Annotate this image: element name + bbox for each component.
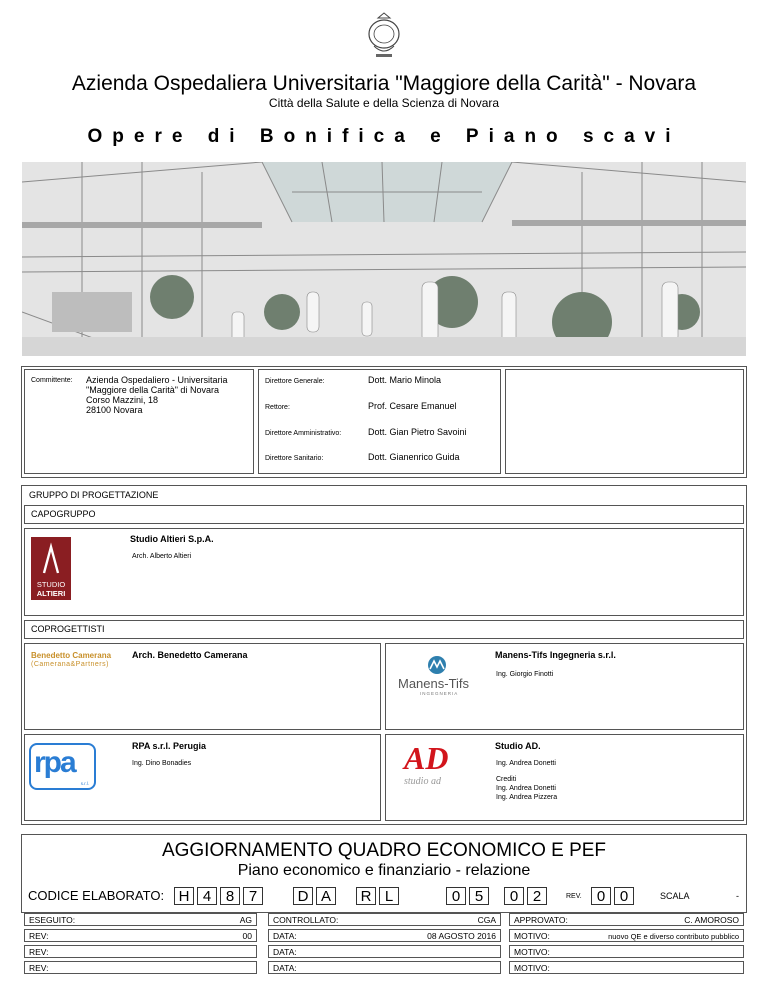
- atrium-illustration: [22, 162, 746, 356]
- coprogettista-person-3: Ing. Dino Bonadies: [132, 760, 192, 767]
- code-char-3: 8: [220, 887, 240, 905]
- coprogettista-person-2: Ing. Giorgio Finotti: [496, 671, 554, 678]
- rev-row-label: REV:: [29, 947, 49, 957]
- motivo-row-label: MOTIVO:: [514, 963, 550, 973]
- coprogettista-person-4b: Ing. Andrea Donetti: [496, 785, 556, 792]
- data-cell-2: [268, 945, 501, 958]
- rev-label: REV.: [566, 893, 582, 900]
- scala-value: -: [736, 891, 739, 901]
- group-label: GRUPPO DI PROGETTAZIONE: [29, 490, 159, 500]
- rpa-logo: [29, 743, 96, 790]
- project-title: Opere di Bonifica e Piano scavi: [87, 126, 681, 147]
- rpa-logo-subtext: s.r.l.: [80, 781, 89, 786]
- role-value-2: Prof. Cesare Emanuel: [368, 401, 457, 411]
- rev-cell-3: [24, 961, 257, 974]
- coprogettista-name-3: RPA s.r.l. Perugia: [132, 741, 207, 751]
- empty-cell: [505, 369, 744, 474]
- motivo-row-label: MOTIVO:: [514, 947, 550, 957]
- manens-logo-line-1: Manens-Tifs: [398, 676, 470, 691]
- rev-char-1: 0: [591, 887, 611, 905]
- code-char-5: D: [293, 887, 313, 905]
- motivo-row-value: nuovo QE e diverso contributo pubblico: [608, 932, 739, 941]
- code-char-7: R: [356, 887, 376, 905]
- scala-label: SCALA: [660, 891, 690, 901]
- role-value-4: Dott. Gianenrico Guida: [368, 452, 460, 462]
- document-subtitle: Piano economico e finanziario - relazione: [237, 862, 531, 879]
- role-value-3: Dott. Gian Pietro Savoini: [368, 427, 467, 437]
- coprogettista-name-1: Arch. Benedetto Camerana: [132, 650, 248, 660]
- controllato-cell: [268, 913, 501, 926]
- motivo-row-label: MOTIVO:: [514, 931, 550, 941]
- coprogettista-name-2: Manens-Tifs Ingegneria s.r.l.: [495, 650, 616, 660]
- rev-row-value: 00: [242, 931, 252, 941]
- code-char-4: 7: [243, 887, 263, 905]
- data-row-label: DATA:: [273, 947, 297, 957]
- data-row-value: 08 AGOSTO 2016: [427, 931, 496, 941]
- committente-label: Committente:: [31, 377, 73, 384]
- approvato-label: APPROVATO:: [514, 915, 568, 925]
- rev-char-2: 0: [614, 887, 634, 905]
- role-label-1: Direttore Generale:: [265, 378, 325, 385]
- altieri-logo-text-1: STUDIO: [36, 580, 66, 589]
- committente-line-1: Azienda Ospedaliero - Universitaria: [86, 375, 228, 385]
- data-row-label: DATA:: [273, 963, 297, 973]
- coprogettista-person-4a: Ing. Andrea Donetti: [496, 760, 556, 767]
- coprogettista-name-4: Studio AD.: [495, 741, 541, 751]
- capogruppo-person: Arch. Alberto Altieri: [132, 553, 192, 560]
- eseguito-value: AG: [239, 915, 252, 925]
- motivo-cell-1: [509, 929, 744, 942]
- code-char-10: 5: [469, 887, 489, 905]
- rev-cell-1: [24, 929, 257, 942]
- altieri-logo-text-2: ALTIERI: [36, 589, 66, 598]
- motivo-cell-3: [509, 961, 744, 974]
- data-cell-1: [268, 929, 501, 942]
- code-char-6: A: [316, 887, 336, 905]
- motivo-cell-2: [509, 945, 744, 958]
- capogruppo-name: Studio Altieri S.p.A.: [130, 534, 214, 544]
- hospital-title: Azienda Ospedaliera Universitaria "Maggiore della Carità" - Novara: [71, 72, 697, 95]
- role-label-4: Direttore Sanitario:: [265, 455, 324, 462]
- hospital-subtitle: Città della Salute e della Scienza di Novara: [268, 96, 500, 110]
- rev-row-label: REV:: [29, 931, 49, 941]
- data-row-label: DATA:: [273, 931, 297, 941]
- code-label: CODICE ELABORATO:: [28, 888, 165, 903]
- capogruppo-label: CAPOGRUPPO: [31, 509, 96, 519]
- role-value-1: Dott. Mario Minola: [368, 375, 442, 385]
- eseguito-label: ESEGUITO:: [29, 915, 76, 925]
- rpa-logo-text: rpa: [34, 746, 75, 779]
- hospital-seal-icon: [362, 10, 406, 62]
- studio-ad-logo-subtext: studio ad: [404, 776, 441, 787]
- altieri-logo: [31, 537, 71, 600]
- document-title: AGGIORNAMENTO QUADRO ECONOMICO E PEF: [161, 840, 607, 861]
- committente-line-2: "Maggiore della Carità" di Novara: [86, 385, 219, 395]
- rev-cell-2: [24, 945, 257, 958]
- studio-ad-logo-text: AD: [404, 740, 449, 776]
- code-char-2: 4: [197, 887, 217, 905]
- data-cell-3: [268, 961, 501, 974]
- controllato-value: CGA: [477, 915, 496, 925]
- eseguito-cell: [24, 913, 257, 926]
- code-char-8: L: [379, 887, 399, 905]
- approvato-cell: [509, 913, 744, 926]
- role-label-3: Direttore Amministrativo:: [265, 430, 342, 437]
- coprogettisti-header: [24, 620, 744, 639]
- coprogettisti-label: COPROGETTISTI: [31, 624, 105, 634]
- coprogettista-person-4c: Ing. Andrea Pizzera: [496, 794, 558, 801]
- manens-logo-line-2: INGEGNERIA: [420, 691, 459, 696]
- rev-row-label: REV:: [29, 963, 49, 973]
- committente-line-4: 28100 Novara: [86, 405, 143, 415]
- capogruppo-header: [24, 505, 744, 524]
- role-label-2: Rettore:: [265, 404, 290, 411]
- approvato-value: C. AMOROSO: [684, 915, 739, 925]
- code-char-11: 0: [504, 887, 524, 905]
- controllato-label: CONTROLLATO:: [273, 915, 339, 925]
- code-char-1: H: [174, 887, 194, 905]
- coprogettista-credits-label: Crediti: [496, 776, 517, 783]
- code-char-9: 0: [446, 887, 466, 905]
- manens-logo-icon: [424, 655, 450, 675]
- camerana-logo-line-2: (Camerana&Partners): [31, 661, 109, 668]
- code-char-12: 2: [527, 887, 547, 905]
- committente-line-3: Corso Mazzini, 18: [86, 395, 159, 405]
- camerana-logo-line-1: Benedetto Camerana: [31, 651, 112, 660]
